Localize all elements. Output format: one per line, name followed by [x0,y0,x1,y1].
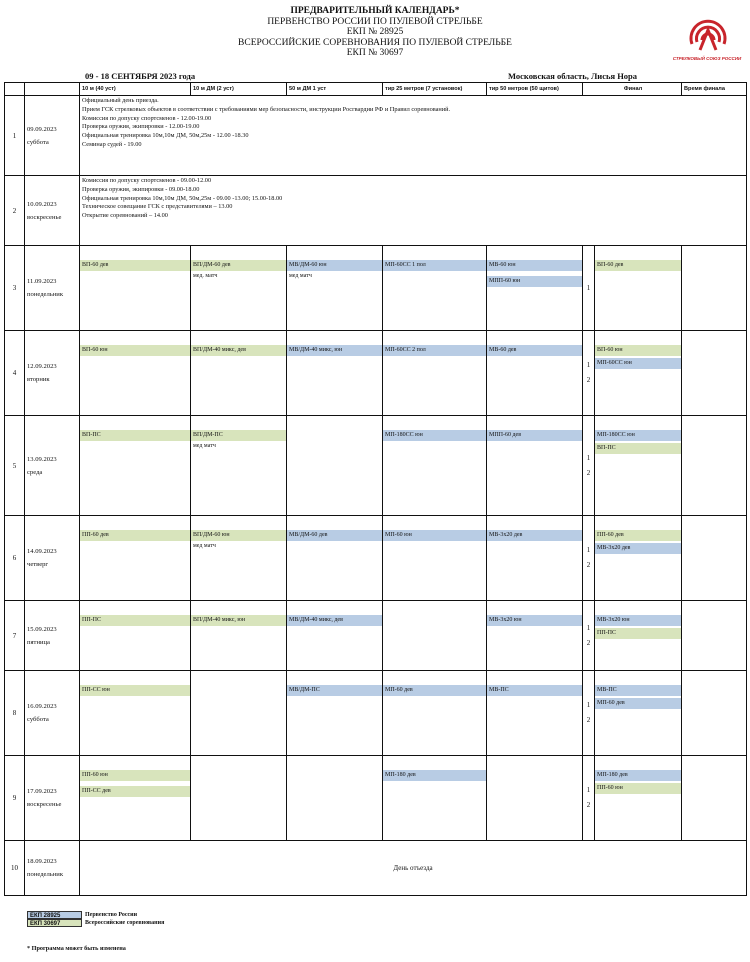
event-cell [287,416,383,516]
day-number: 4 [5,331,25,416]
weekday-text: среда [27,468,43,476]
final-number: 1 [586,283,591,292]
day-number: 10 [5,841,25,896]
document-header [120,6,630,59]
day-date [25,246,80,331]
target-logo-icon [672,8,742,56]
final-number: 1 [586,453,591,462]
table-row [5,246,747,331]
date-text: 09.09.2023 [27,125,57,133]
event-cell [487,601,583,671]
date-text: 13.09.2023 [27,455,57,463]
event-cell [487,331,583,416]
event-cell [80,416,191,516]
event-label: МВ/ДМ-ПС [287,685,382,696]
final-time-cell [682,331,747,416]
footnote: * Программа может быть изменена [27,945,126,952]
program-line: Комиссия по допуску спортсменов - 12.00-19.00 [82,114,212,122]
table-row [5,176,747,246]
table-row [5,331,747,416]
final-label: МП-180СС юн [595,430,681,441]
program-line: Проверка оружия, экипировки - 09.00-18.00 [82,185,200,193]
event-note: мед матч [193,543,216,549]
final-label: ВП-60 юн [595,345,681,356]
final-order [583,416,595,516]
weekday-text: воскресенье [27,801,62,808]
event-cell [287,331,383,416]
final-order [583,516,595,601]
weekday-text: четверг [27,561,49,568]
event-label: ВП/ДМ-60 юн [191,530,286,541]
table-header-row [5,83,747,96]
final-number: 2 [586,468,591,477]
event-label: МВ-60 юн [487,260,582,271]
event-label: МПП-60 дев [487,430,582,441]
event-cell [80,601,191,671]
doc-ekp-2: ЕКП № 30697 [346,48,404,59]
final-label: ВП-60 дев [595,260,681,271]
event-label: МП-60 дев [383,685,486,696]
program-line: Проверка оружия, экипировки - 12.00-19.00 [82,123,200,131]
final-label: ВП-ПС [595,443,681,454]
event-label: МП-180СС юн [383,430,486,441]
day-date [25,331,80,416]
event-label: ПП-60 дев [80,530,190,541]
final-label: МВ-3х20 дев [595,543,681,554]
event-cell [191,601,287,671]
final-label: МП-60СС юн [595,358,681,369]
event-cell [287,516,383,601]
final-time-cell [682,756,747,841]
weekday-text: понедельник [27,291,64,298]
event-label: МВ/ДМ-40 микс, дев [287,615,382,626]
program-line: Официальная тренировка 10м,10м ДМ, 50м,25м - 09.00 -13.00; 15.00-18.00 [82,194,283,202]
final-cell [595,416,682,516]
legend-swatch-blue: ЕКП 28925 [27,911,82,919]
event-cell [383,601,487,671]
final-number: 2 [586,561,591,569]
doc-title: ПРЕДВАРИТЕЛЬНЫЙ КАЛЕНДАРЬ* [290,6,460,16]
day-date [25,96,80,176]
event-location: Московская область, Лисья Нора [508,71,638,81]
departure-cell: День отъезда [80,841,747,896]
event-label: ВП/ДМ-60 дев [191,260,286,271]
col-header-10m: 10 м (40 уст) [80,83,191,96]
event-cell [383,416,487,516]
event-cell [191,246,287,331]
legend-label: Первенство России [85,912,138,918]
day-date [25,601,80,671]
doc-ekp-1: ЕКП № 28925 [346,27,404,38]
final-order [583,671,595,756]
final-order [583,331,595,416]
event-cell [287,246,383,331]
event-label: ВП/ДМ-40 микс, дев [191,345,286,356]
event-cell [80,756,191,841]
event-cell [487,756,583,841]
final-label: МВ-ПС [595,685,681,696]
event-cell [191,516,287,601]
day-number: 3 [5,246,25,331]
event-label: МВ-ПС [487,685,582,696]
day-date [25,756,80,841]
schedule-table [4,82,747,896]
day-program [80,96,747,176]
final-time-cell [682,671,747,756]
event-label: МП-60 юн [383,530,486,541]
event-cell [487,416,583,516]
final-number: 2 [586,376,591,384]
final-cell [595,516,682,601]
event-label: ВП-ПС [80,430,190,441]
weekday-text: вторник [27,376,50,383]
event-note: мед матч [289,273,312,279]
event-label: МВ-60 дев [487,345,582,356]
day-number: 7 [5,601,25,671]
event-cell [383,671,487,756]
table-row [5,601,747,671]
final-label: МП-180 дев [595,770,681,781]
col-header-50m-range: тир 50 метров (50 щитов) [487,83,583,96]
day-number: 9 [5,756,25,841]
doc-subtitle-all-russian: ВСЕРОССИЙСКИЕ СОРЕВНОВАНИЯ ПО ПУЛЕВОЙ СТРЕЛЬБЕ [238,37,512,48]
weekday-text: суббота [27,716,49,723]
event-label: МП-60СС 2 пол [383,345,486,356]
final-order [583,246,595,331]
table-row [5,416,747,516]
event-label: МВ-3х20 юн [487,615,582,626]
col-header-final-time: Время финала [682,83,747,96]
final-time-cell [682,516,747,601]
day-date [25,416,80,516]
event-cell [383,246,487,331]
program-line: Комиссия по допуску спортсменов - 09.00-12.00 [82,177,212,184]
event-cell [80,516,191,601]
event-cell [287,671,383,756]
final-number: 2 [586,801,591,809]
date-text: 14.09.2023 [27,548,57,555]
event-cell [191,671,287,756]
final-label: МВ-3х20 юн [595,615,681,626]
col-header-10m-dm: 10 м ДМ (2 уст) [191,83,287,96]
program-line: Официальная тренировка 10м,10м ДМ, 50м,25м - 12.00 -18.30 [82,132,249,140]
final-number: 1 [586,786,591,794]
day-date [25,176,80,246]
event-cell [487,671,583,756]
table-row [5,516,747,601]
final-time-cell [682,601,747,671]
color-legend [27,911,164,927]
day-number: 2 [5,176,25,246]
date-text: 18.09.2023 [27,858,57,865]
final-time-cell [682,416,747,516]
event-label: ПП-СС дев [80,786,190,797]
event-cell [191,416,287,516]
event-label: ПП-СС юн [80,685,190,696]
col-header-50m-dm: 50 м ДМ 1 уст [287,83,383,96]
program-line: Семинар судей - 19.00 [82,140,142,148]
final-number: 1 [586,623,591,632]
weekday-text: суббота [27,138,49,146]
event-label: МВ/ДМ-60 дев [287,530,382,541]
date-text: 17.09.2023 [27,788,57,795]
event-label: ПП-ПС [80,615,190,626]
final-order [583,756,595,841]
day-number: 6 [5,516,25,601]
weekday-text: пятница [27,638,50,646]
event-label: ПП-60 юн [80,770,190,781]
event-label: ВП/ДМ-ПС [191,430,286,441]
final-label: ПП-ПС [595,628,681,639]
event-note: мед. матч [193,273,218,279]
final-cell [595,246,682,331]
final-number: 1 [586,361,591,369]
legend-swatch-green: ЕКП 30697 [27,919,82,927]
final-label: МП-60 дев [595,698,681,709]
final-label: ПП-60 дев [595,530,681,541]
event-label: ВП-60 юн [80,345,190,356]
program-line: Прием ГСК стрелковых объектов в соответствии с требованиями мер безопасности, инструкции Росгвардии РФ и Правил соревнований. [82,105,451,113]
final-order [583,601,595,671]
event-cell [383,756,487,841]
table-row [5,671,747,756]
event-cell [383,516,487,601]
day-date [25,516,80,601]
date-text: 11.09.2023 [27,278,57,285]
col-header-25m-range: тир 25 метров (7 установок) [383,83,487,96]
final-number: 1 [586,546,591,554]
program-line: Открытие соревнований – 14.00 [82,212,168,220]
date-text: 15.09.2023 [27,625,57,633]
shooting-union-logo [672,8,742,68]
weekday-text: понедельник [27,871,64,878]
event-dates: 09 - 18 СЕНТЯБРЯ 2023 года [85,71,196,81]
date-text: 10.09.2023 [27,200,57,208]
event-label: МПП-60 юн [487,276,582,287]
final-number: 2 [586,716,591,724]
event-label: МП-180 дев [383,770,486,781]
table-row [5,756,747,841]
event-cell [191,756,287,841]
event-label: ВП/ДМ-40 микс, юн [191,615,286,626]
program-line: Официальный день приезда. [82,97,159,104]
final-number: 2 [586,638,591,647]
event-cell [487,246,583,331]
event-label: МВ/ДМ-40 микс, юн [287,345,382,356]
legend-item [27,911,164,919]
event-cell [287,601,383,671]
date-text: 16.09.2023 [27,703,57,710]
day-date [25,841,80,896]
day-number: 8 [5,671,25,756]
event-label: МВ/ДМ-60 юн [287,260,382,271]
event-cell [383,331,487,416]
event-cell [287,756,383,841]
legend-label: Всероссийские соревнования [85,920,165,926]
final-cell [595,331,682,416]
event-cell [80,331,191,416]
doc-subtitle-championship: ПЕРВЕНСТВО РОССИИ ПО ПУЛЕВОЙ СТРЕЛЬБЕ [267,16,483,27]
event-label: МВ-3х20 дев [487,530,582,541]
final-cell [595,756,682,841]
final-cell [595,601,682,671]
final-label: ПП-60 юн [595,783,681,794]
event-cell [487,516,583,601]
table-row [5,841,747,896]
table-row [5,96,747,176]
col-header-final: Финал [583,83,682,96]
final-time-cell [682,246,747,331]
final-cell [595,671,682,756]
final-number: 1 [586,701,591,709]
program-line: Техническое совещание ГСК с представителями – 13.00 [82,203,233,211]
day-date [25,671,80,756]
day-number: 1 [5,96,25,176]
day-number: 5 [5,416,25,516]
event-cell [80,671,191,756]
logo-caption: СТРЕЛКОВЫЙ СОЮЗ РОССИИ [672,56,742,61]
legend-item [27,919,164,927]
event-note: мед матч [193,443,216,449]
event-cell [191,331,287,416]
weekday-text: воскресенье [27,213,62,221]
date-text: 12.09.2023 [27,363,57,370]
day-program [80,176,747,246]
event-cell [80,246,191,331]
event-label: ВП-60 дев [80,260,190,271]
event-label: МП-60СС 1 пол [383,260,486,271]
